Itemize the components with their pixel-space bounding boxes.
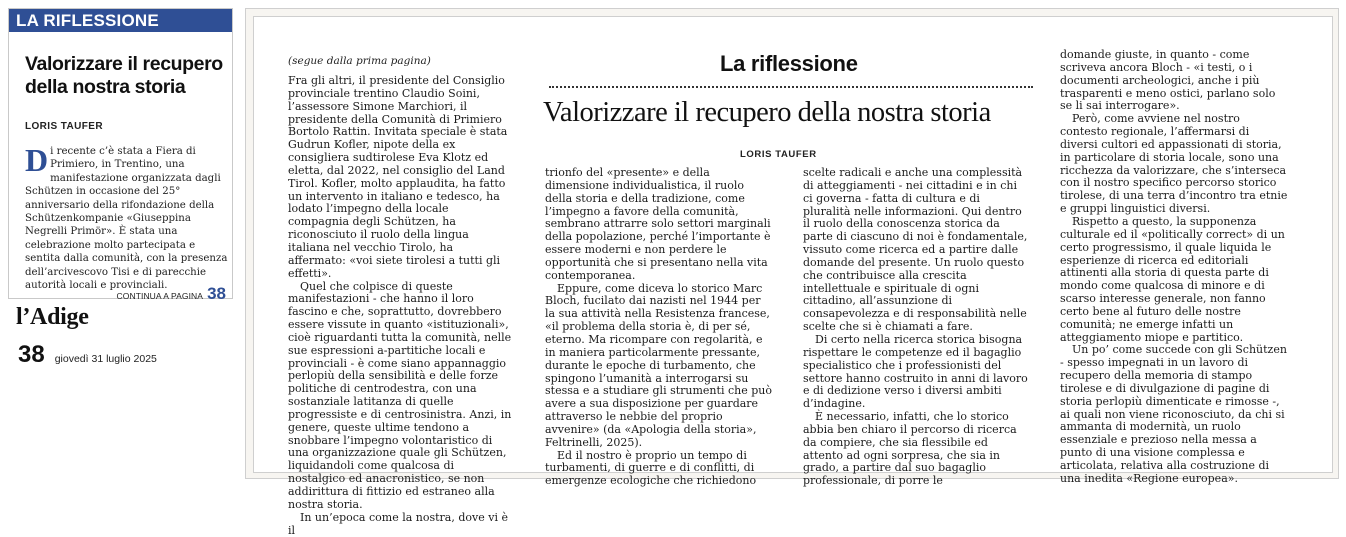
paragraph: Di certo nella ricerca storica bisogna rispettare le competenze ed il bagaglio specialistico che i professionisti del settore hanno costruito in anni di lavoro e di dedizione verso i diversi ambiti d’indagine. [803, 332, 1028, 411]
paragraph: È necessario, infatti, che lo storico abbia ben chiaro il percorso di ricerca da compiere, che sia flessibile ed attento ad ogni sorpresa, che sia in grado, a partire dal suo bagaglio professionale, di porre le [803, 410, 1017, 488]
paragraph: scelte radicali e anche una complessità di atteggiamenti - nei cittadini e in chi ci governa - fatta di cultura e di pluralità nelle informazioni. Qui dentro il ruolo della conoscenza storica da parte di ciascuno di noi è fondamentale, vissuto come ricerca ed a partire dalle domande del presente. Un ruolo questo che contribuisce alla crescita intellettuale e spirituale di ogni cittadino, all’assunzione di consapevolezza e di responsabilità nelle scelte che si è chiamati a fare. [803, 166, 1028, 334]
paragraph: Rispetto a questo, la supponenza culturale ed il «politically correct» di un certo progressismo, il quale liquida le esperienze di ricerca ed editoriali attinenti alla storia di questa parte di mondo come qualcosa di minore e di scarso interesse generale, non fanno certo bene al futuro delle nostre comunità; ne emerge infatti un atteggiamento miope e partitico. [1060, 214, 1285, 344]
paragraph: Un po’ come succede con gli Schützen - spesso impegnati in un lavoro di recupero della memoria di stampo tirolese e di divulgazione di pagine di storia perlopiù dimenticate e rimosse -, ai quali non viene riconosciuto, da chi si ammanta di modernità, un ruolo essenziale e prezioso nella messa a punto di una visione complessa e articolata, relativa alla costruzione di una inedita «Regione europea». [1060, 343, 1287, 485]
front-page-teaser [8, 8, 233, 303]
page-number: 38 [18, 341, 45, 368]
continue-on-page-link[interactable] [117, 284, 227, 304]
article-column-4 [1060, 49, 1288, 486]
teaser-title-line-2: della nostra storia [25, 76, 186, 98]
newspaper-logo: l’Adige [16, 304, 89, 330]
paragraph: domande giuste, in quanto - come scriveva ancora Bloch - «i testi, o i documenti archeologici, anche i più trasparenti e meno ostici, parlano solo se li sai interrogare». [1060, 48, 1276, 113]
article-kicker: La riflessione [720, 51, 858, 76]
article-headline: Valorizzare il recupero della nostra storia [543, 97, 991, 128]
drop-cap: D [25, 142, 49, 178]
teaser-body-text: i recente c’è stata a Fiera di Primiero, in Trentino, una manifestazione organizzata dagli Schützen in occasione del 25° anniversario della rifondazione della Schützenkompanie «Giuseppina Negrelli Primör». È stata una celebrazione molto partecipata e sentita dalla comunità, con la presenza dell’arcivescovo Tisi e di parecchie autorità locali e provinciali. [25, 146, 228, 292]
paragraph: trionfo del «presente» e della dimensione individualistica, il ruolo della storia e della tradizione, come l’impegno a favore della comunità, sembrano attrarre solo settori marginali della popolazione, perché l’importante è essere moderni e non perdere le opportunità che si presentano nella vita contemporanea. [545, 166, 771, 282]
article-column-3 [803, 167, 1028, 488]
issue-date: giovedì 31 luglio 2025 [54, 353, 157, 365]
article-page [253, 16, 1333, 537]
article-panel [245, 8, 1339, 537]
article-column-2 [545, 167, 772, 488]
article-byline: LORIS TAUFER [740, 149, 817, 160]
paragraph: Fra gli altri, il presidente del Consiglio provinciale trentino Claudio Soini, l’assessore Simone Marchiori, il presidente della Comunità di Primiero Bortolo Rattin. Invitata speciale è stata Gudrun Kofler, nipote della ex consigliera sudtirolese Eva Klotz ed eletta, dal 2022, nel consiglio del Land Tirol. Kofler, molto applaudita, ha fatto un intervento in italiano e tedesco, ha lodato l’impegno della locale compagnia degli Schützen, ha riconosciuto il ruolo della lingua italiana nel vecchio Tirolo, ha affermato: «voi siete tirolesi a tutti gli effetti». [288, 74, 508, 280]
article-column-1 [288, 75, 513, 537]
paragraph: Ed il nostro è proprio un tempo di turbamenti, di guerre e di conflitti, di emergenze ecologiche che richiedono [545, 448, 757, 488]
teaser-author: LORIS TAUFER [25, 121, 103, 132]
teaser-title-line-1: Valorizzare il recupero [25, 53, 223, 75]
page-footer [18, 341, 157, 369]
paragraph: In un’epoca come la nostra, dove vi è il [288, 510, 508, 537]
continuation-note: (segue dalla prima pagina) [288, 55, 431, 67]
continue-label: CONTINUA A PAGINA [116, 291, 204, 301]
dotted-divider [549, 86, 1033, 88]
paragraph: Quel che colpisce di queste manifestazioni - che hanno il loro fascino e che, soprattutto, dovrebbero essere vissute in quanto «istituzionali», cioè riguardanti tutta la comunità, nelle sue espressioni a-partitiche locali e provinciali - è come siano appannaggio perlopiù della sensibilità e delle forze politiche di centrodestra, con una sostanziale latitanza di quelle progressiste e di centrosinistra. Anzi, in genere, queste ultime tendono a snobbare l’impegno volontaristico di una organizzazione quale gli Schützen, liquidandoli come qualcosa di nostalgico ed anacronistico, se non addirittura di fittizio ed estraneo alla nostra storia. [288, 279, 512, 511]
section-label: LA RIFLESSIONE [9, 9, 232, 32]
continue-page-number: 38 [207, 284, 226, 303]
paragraph: Però, come avviene nel nostro contesto regionale, l’affermarsi di diversi cultori ed appassionati di storia, in particolare di storia locale, sono una ricchezza da valorizzare, che s’interseca con il nostro specifico percorso storico tirolese, di una terra d’incontro tra etnie e gruppi linguistici diversi. [1060, 112, 1288, 216]
teaser-body [25, 142, 233, 292]
teaser-title [25, 53, 230, 99]
paragraph: Eppure, come diceva lo storico Marc Bloch, fucilato dai nazisti nel 1944 per la sua attività nella Resistenza francese, «il problema della storia è, di per sé, eterno. Ma ricompare con regolarità, e in maniera particolarmente pressante, durante le epoche di turbamento, che spingono l’umanità a interrogarsi su stessa e a studiare gli strumenti che può avere a sua disposizione per guardare attraverso le nebbie del proprio avvenire» (da «Apologia della storia», Feltrinelli, 2025). [545, 281, 772, 449]
